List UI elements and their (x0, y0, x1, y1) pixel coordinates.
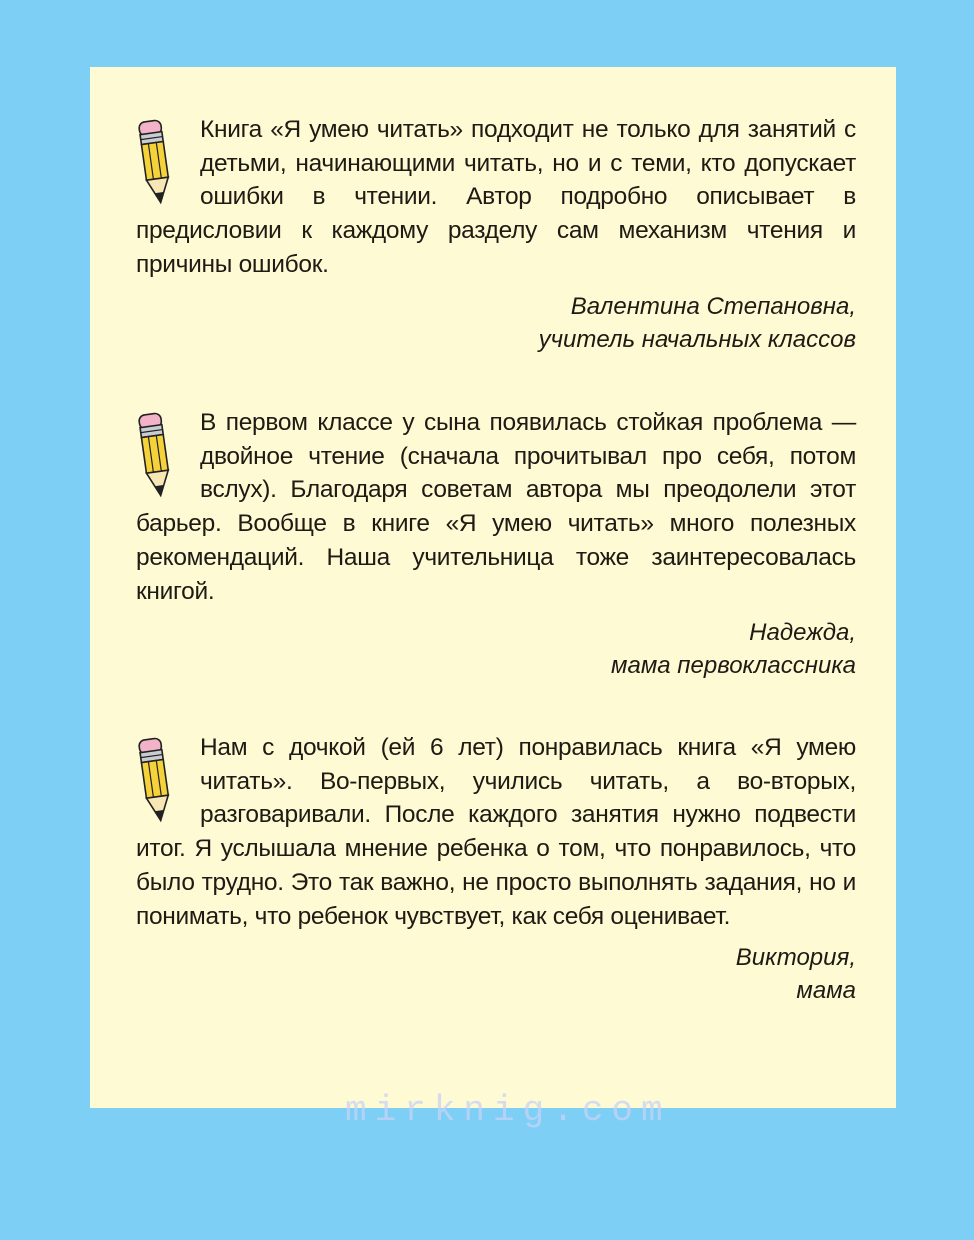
review-2 (136, 406, 856, 682)
author-role: мама первоклассника (611, 652, 856, 680)
author-name: Валентина Степановна, (570, 292, 856, 320)
author-role: учитель начальных классов (538, 325, 856, 353)
pencil-icon (136, 737, 172, 823)
review-text: Нам с дочкой (ей 6 лет) понравилась книга «Я умею читать». Во-первых, учились читать, а во-вторых, разговаривали. После каждого занятия нужно подвести итог. Я услышала мнение ребенка о том, что понравилось, что было трудно. Это так важно, не просто выполнять задания, но и понимать, что ребенок чувствует, как себя оценивает. (136, 734, 856, 930)
author-name: Виктория, (735, 944, 856, 972)
review-author (136, 290, 856, 356)
review-3 (136, 731, 856, 1007)
author-name: Надежда, (749, 619, 856, 647)
watermark: mirknig.com (345, 1090, 671, 1131)
review-1 (136, 113, 856, 356)
author-role: мама (796, 977, 856, 1005)
review-author (136, 616, 856, 682)
pencil-icon (136, 412, 172, 498)
review-text: Книга «Я умею читать» подходит не только для занятий с детьми, начинающими читать, но и с теми, кто допускает ошибки в чтении. Автор подробно описывает в предисловии к каждому разделу сам механизм чтения и причины ошибок. (136, 116, 856, 278)
review-author (136, 941, 856, 1007)
review-text: В первом классе у сына появилась стойкая проблема — двойное чтение (сначала прочитывал про себя, потом вслух). Благодаря советам автора мы преодолели этот барьер. Вообще в книге «Я умею читать» много полезных рекомендаций. Наша учительница тоже заинтересовалась книгой. (136, 409, 856, 605)
page (90, 67, 896, 1108)
pencil-icon (136, 119, 172, 205)
